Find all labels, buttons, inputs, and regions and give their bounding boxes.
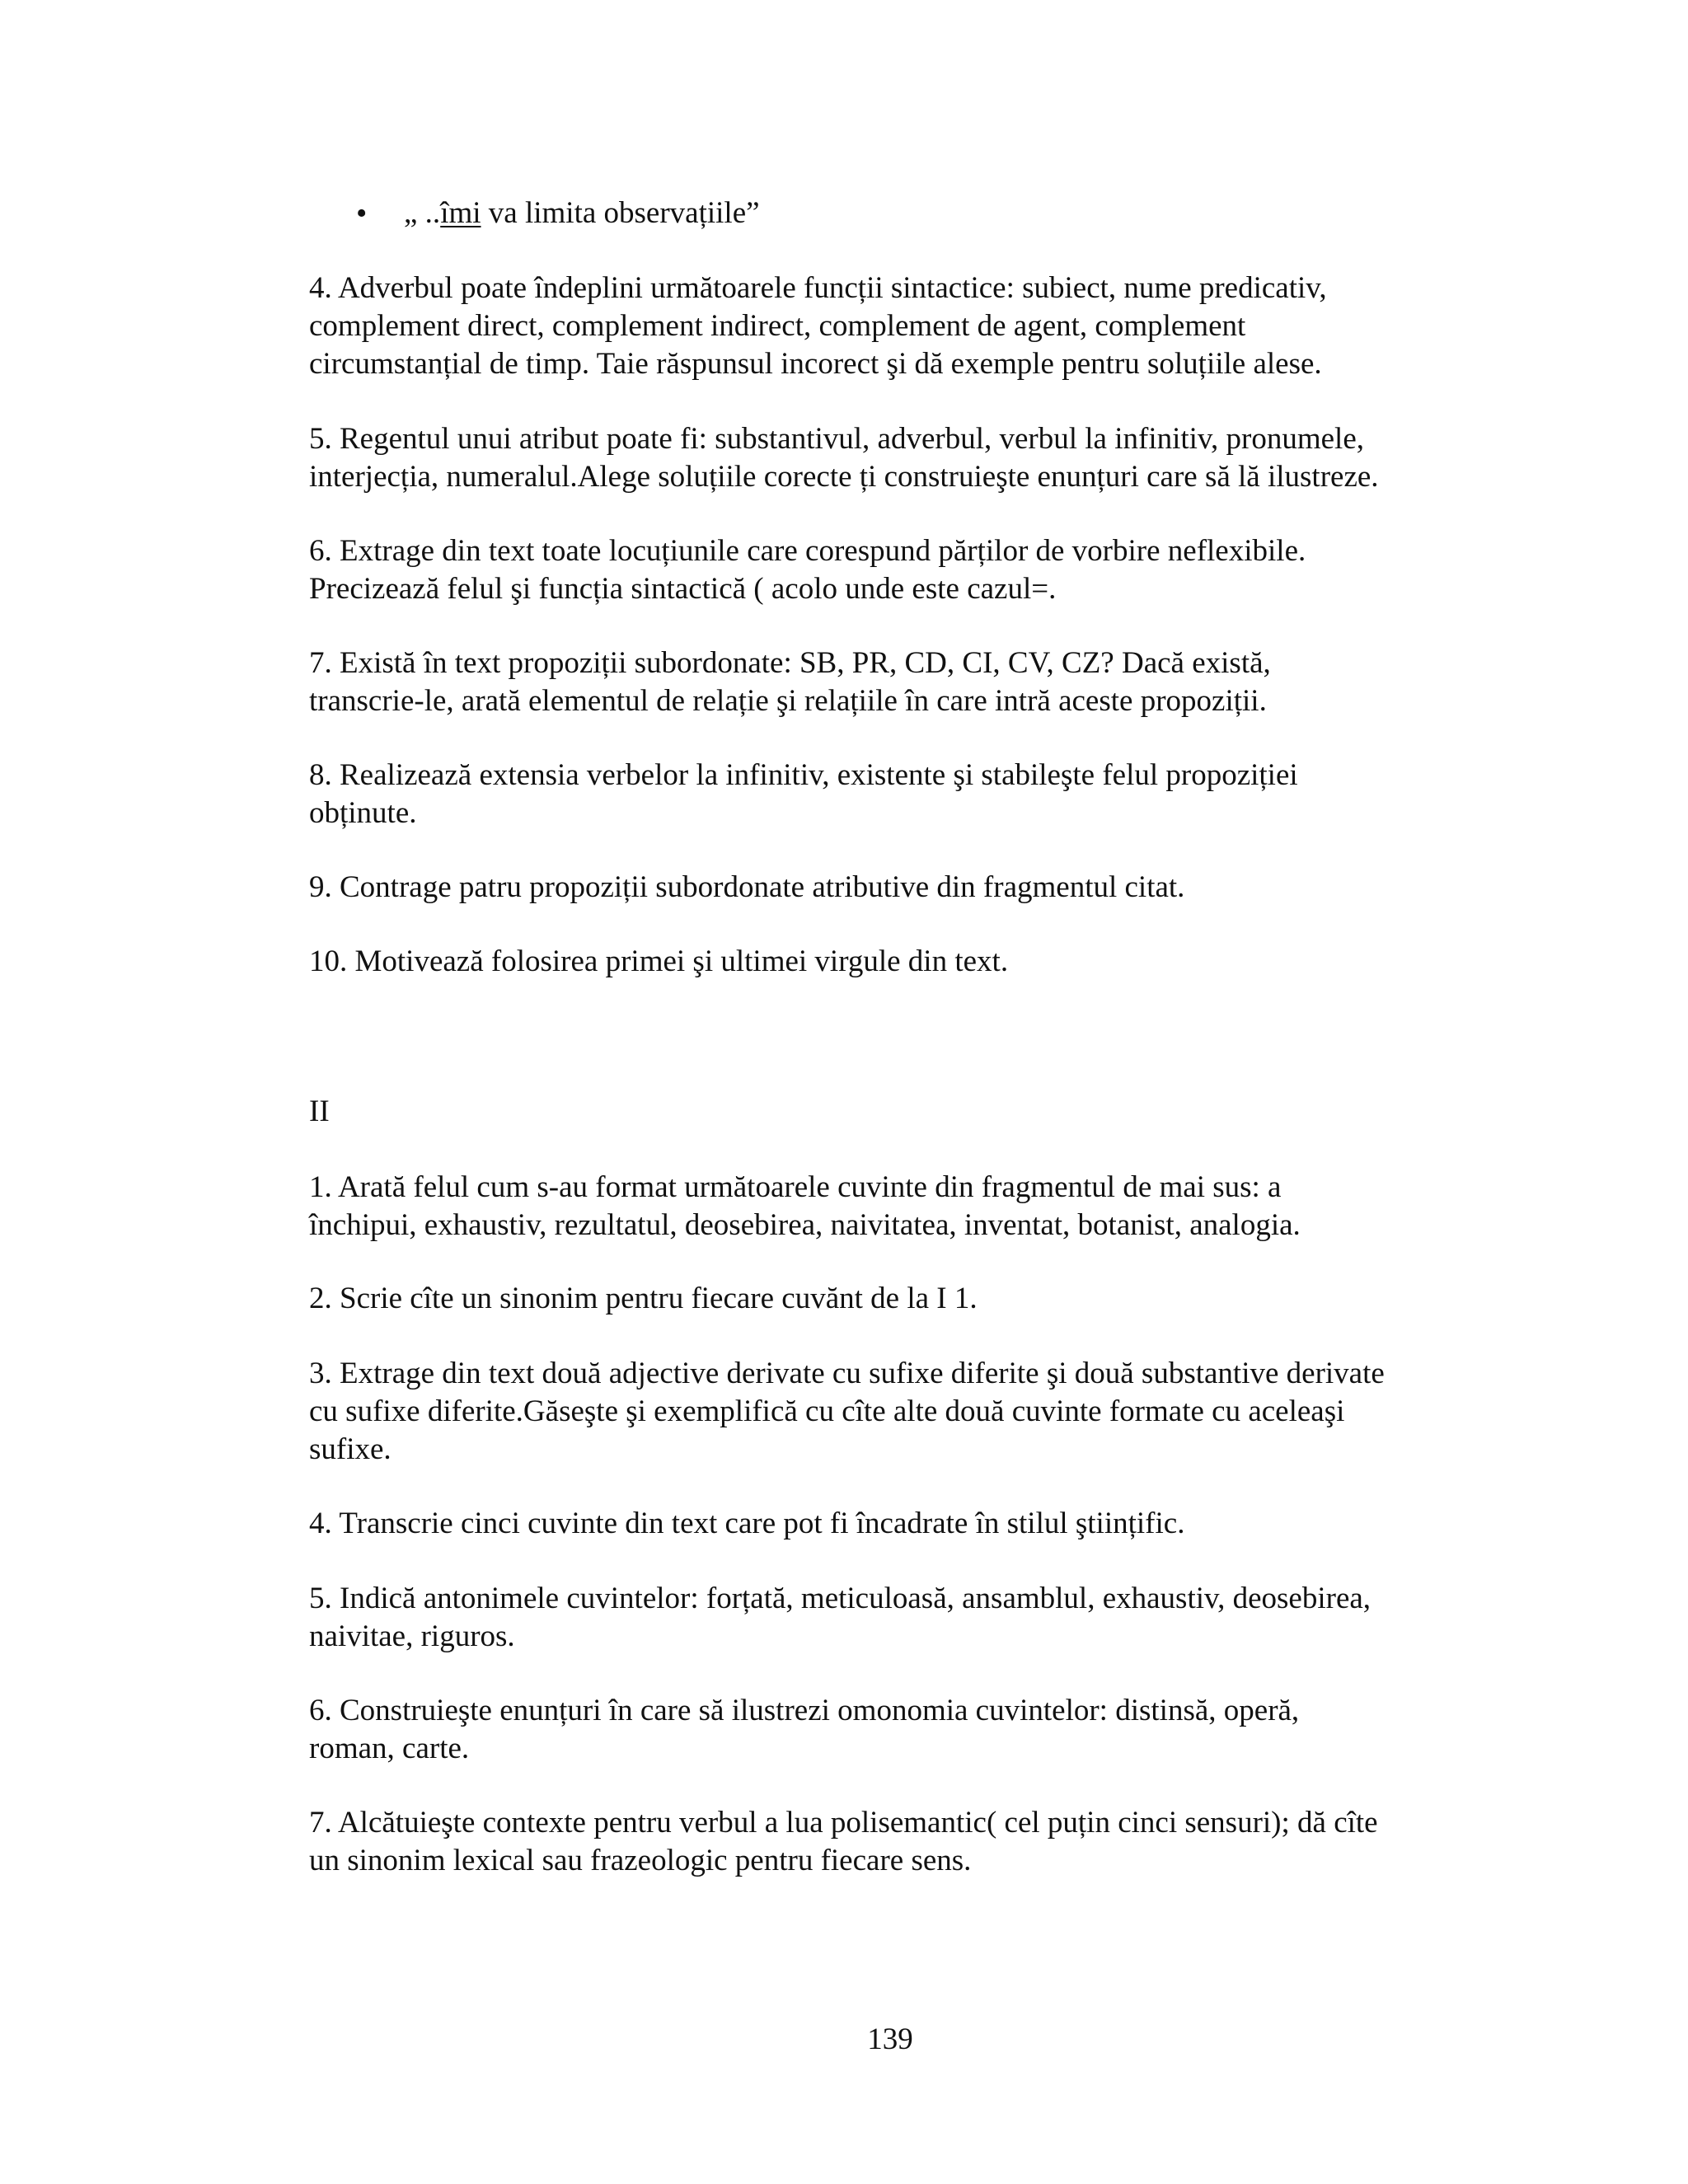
question-line: 1. Arată felul cum s-au format următoarele cuvinte din fragmentul de mai sus: a (309, 1170, 1282, 1204)
question-line: 10. Motivează folosirea primei şi ultimei virgule din text. (309, 944, 1009, 978)
question-line: transcrie-le, arată elementul de relație şi relațiile în care intră aceste propoziții. (309, 684, 1267, 718)
question-item-10 (309, 943, 1008, 981)
question-line: 4. Transcrie cinci cuvinte din text care pot fi încadrate în stilul ştiințific. (309, 1507, 1185, 1540)
question-item-9 (309, 869, 1184, 907)
section2-item-4 (309, 1505, 1184, 1543)
question-line: 7. Există în text propoziții subordonate: SB, PR, CD, CI, CV, CZ? Dacă există, (309, 646, 1271, 680)
question-line: 2. Scrie cîte un sinonim pentru fiecare cuvănt de la I 1. (309, 1282, 978, 1315)
question-line: Precizează felul şi funcția sintactică ( acolo unde este cazul=. (309, 572, 1057, 606)
quote-underlined-word: îmi (440, 196, 481, 230)
question-line: 9. Contrage patru propoziții subordonate atributive din fragmentul citat. (309, 870, 1185, 904)
bullet-icon: • (356, 196, 368, 231)
question-line: 6. Extrage din text toate locuțiunile care corespund părților de vorbire neflexibile. (309, 534, 1306, 568)
quote-suffix: va limita observațiile” (481, 196, 760, 230)
question-line: 8. Realizează extensia verbelor la infinitiv, existente şi stabileşte felul propoziției (309, 758, 1298, 792)
question-line: naivitae, riguros. (309, 1619, 515, 1653)
question-line: 4. Adverbul poate îndeplini următoarele funcții sintactice: subiect, nume predicativ, (309, 271, 1327, 305)
question-line: 5. Indică antonimele cuvintelor: forțată, meticuloasă, ansamblul, exhaustiv, deosebirea, (309, 1582, 1372, 1615)
question-item-8 (309, 757, 1298, 832)
section2-item-2 (309, 1280, 978, 1318)
question-line: 3. Extrage din text două adjective derivate cu sufixe diferite şi două substantive derivate (309, 1357, 1385, 1390)
question-item-6 (309, 532, 1306, 608)
section2-item-5 (309, 1580, 1371, 1656)
question-line: cu sufixe diferite.Găseşte şi exemplifică cu cîte alte două cuvinte formate cu aceleaşi (309, 1394, 1345, 1428)
question-line: 5. Regentul unui atribut poate fi: substantivul, adverbul, verbul la infinitiv, pronumele, (309, 422, 1365, 456)
section2-item-6 (309, 1692, 1299, 1768)
section-heading-ii: II (309, 1094, 330, 1128)
question-line: un sinonim lexical sau frazeologic pentru fiecare sens. (309, 1844, 972, 1877)
bullet-quote-text (404, 194, 760, 232)
question-line: roman, carte. (309, 1732, 470, 1765)
question-line: complement direct, complement indirect, complement de agent, complement (309, 309, 1246, 343)
section2-item-1 (309, 1169, 1301, 1244)
section2-item-7 (309, 1804, 1378, 1880)
question-item-4 (309, 269, 1327, 383)
question-line: închipui, exhaustiv, rezultatul, deosebirea, naivitatea, inventat, botanist, analogia. (309, 1208, 1301, 1242)
question-line: sufixe. (309, 1432, 392, 1466)
section2-item-3 (309, 1355, 1385, 1469)
question-line: interjecția, numeralul.Alege soluțiile corecte ți construieşte enunțuri care să lă ilustreze. (309, 460, 1379, 494)
question-item-7 (309, 644, 1271, 720)
question-line: 6. Construieşte enunțuri în care să ilustrezi omonomia cuvintelor: distinsă, operă, (309, 1694, 1300, 1727)
question-line: 7. Alcătuieşte contexte pentru verbul a lua polisemantic( cel puțin cinci sensuri); dă cîte (309, 1806, 1378, 1840)
quote-prefix: „ .. (404, 196, 441, 230)
page-number: 139 (867, 2022, 913, 2056)
question-line: obținute. (309, 796, 417, 830)
question-line: circumstanțial de timp. Taie răspunsul incorect şi dă exemple pentru soluțiile alese. (309, 347, 1322, 381)
question-item-5 (309, 420, 1379, 496)
